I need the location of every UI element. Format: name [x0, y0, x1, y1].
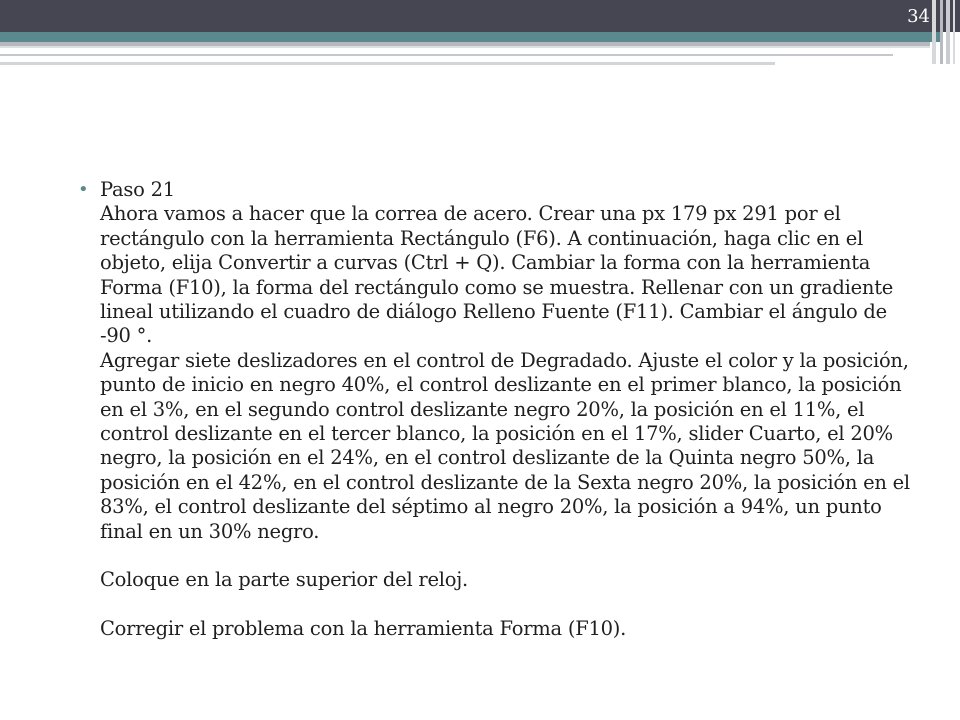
header-rule-2 — [0, 62, 775, 65]
header-vertical-rule-4 — [953, 0, 955, 64]
bullet-paragraph-3: Coloque en la parte superior del reloj. — [100, 568, 468, 592]
bullet-item — [78, 178, 918, 642]
paragraph-gap — [100, 593, 918, 617]
header-vertical-rule-2 — [940, 0, 943, 64]
header-vertical-rule-3 — [946, 0, 950, 64]
slide-content — [78, 178, 918, 642]
header-vertical-rule-1 — [932, 0, 936, 64]
paragraph-gap — [100, 544, 918, 568]
bullet-dot-icon: • — [78, 179, 89, 200]
header-band — [0, 0, 960, 32]
bullet-paragraph-4: Corregir el problema con la herramienta Forma (F10). — [100, 617, 627, 641]
bullet-paragraph-1: Ahora vamos a hacer que la correa de acero. Crear una px 179 px 291 por el rectángulo con la herramienta Rectángulo (F6). A continuación, haga clic en el objeto, elija Convertir a curvas (Ctrl + Q). Cambiar la forma con la herramienta Forma (F10), la forma del rectángulo como se muestra. Rellenar con un gradiente lineal utilizando el cuadro de diálogo Relleno Fuente (F11). Cambiar el ángulo de -90 °. — [100, 202, 894, 348]
bullet-title: Paso 21 — [100, 178, 175, 201]
slide-number: 34 — [907, 6, 930, 27]
header-accent-bar — [0, 32, 940, 42]
bullet-paragraph-2: Agregar siete deslizadores en el control de Degradado. Ajuste el color y la posición, punto de inicio en negro 40%, el control deslizante en el primer blanco, la posición en el 3%, en el segundo control deslizante negro 20%, la posición en el 11%, el control deslizante en el tercer blanco, la posición en el 17%, slider Cuarto, el 20% negro, la posición en el 24%, en el control deslizante de la Quinta negro 50%, la posición en el 42%, en el control deslizante de la Sexta negro 20%, la posición en el 83%, el control deslizante del séptimo al negro 20%, la posición a 94%, un punto final en un 30% negro. — [100, 348, 910, 543]
header-grey-bar-light — [0, 46, 930, 48]
header-rule-1 — [0, 54, 893, 56]
